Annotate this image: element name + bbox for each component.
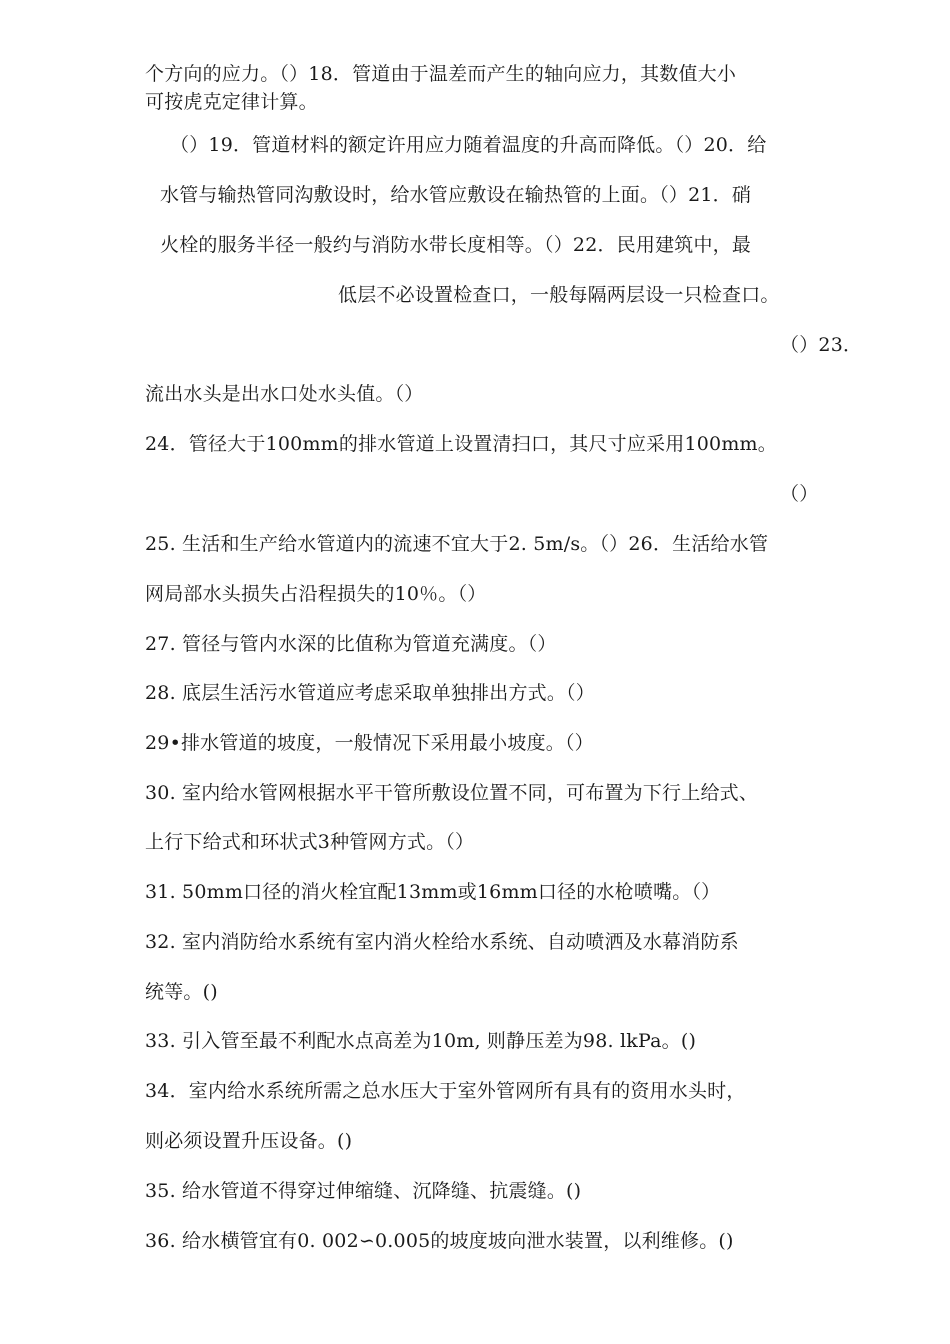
- text-line-8: 流出水头是出水口处水头值。（）: [145, 383, 424, 405]
- text-line-9: 24．管径大于100mm的排水管道上设置清扫口，其尺寸应采用100mm。: [145, 433, 777, 455]
- text-line-1: 个方向的应力。（）18．管道由于温差而产生的轴向应力，其数值大小: [145, 63, 737, 85]
- text-line-11: 25. 生活和生产给水管道内的流速不宜大于2. 5m/s。（）26．生活给水管: [145, 533, 769, 555]
- text-line-23: 则必须设置升压设备。(): [145, 1130, 353, 1152]
- text-line-20: 统等。(): [145, 981, 218, 1003]
- text-line-18: 31. 50mm口径的消火栓宜配13mm或16mm口径的水枪喷嘴。（）: [145, 881, 721, 903]
- text-line-3: （）19．管道材料的额定许用应力随着温度的升高而降低。（）20．给: [170, 134, 767, 156]
- text-line-15: 29•排水管道的坡度，一般情况下采用最小坡度。（）: [145, 732, 594, 754]
- text-line-17: 上行下给式和环状式3种管网方式。（）: [145, 831, 475, 853]
- text-line-21: 33. 引入管至最不利配水点高差为10m, 则静压差为98. lkPa。(): [145, 1030, 697, 1052]
- text-line-2: 可按虎克定律计算。: [145, 91, 318, 113]
- text-line-5: 火栓的服务半径一般约与消防水带长度相等。（）22．民用建筑中，最: [160, 234, 752, 256]
- text-line-12: 网局部水头损失占沿程损失的10％。（）: [145, 583, 487, 605]
- text-line-6: 低层不必设置检查口，一般每隔两层设一只检查口。: [338, 284, 780, 306]
- text-line-10: （）: [780, 483, 819, 505]
- text-line-7: （）23．: [780, 334, 863, 356]
- text-line-25: 36. 给水横管宜有0. 002∽0.005的坡度坡向泄水装置，以利维修。(): [145, 1230, 734, 1252]
- text-line-24: 35. 给水管道不得穿过伸缩缝、沉降缝、抗震缝。(): [145, 1180, 582, 1202]
- text-line-19: 32. 室内消防给水系统有室内消火栓给水系统、自动喷洒及水幕消防系: [145, 931, 739, 953]
- text-line-4: 水管与输热管同沟敷设时，给水管应敷设在输热管的上面。（）21．硝: [160, 184, 752, 206]
- text-line-14: 28. 底层生活污水管道应考虑采取单独排出方式。（）: [145, 682, 595, 704]
- text-line-13: 27. 管径与管内水深的比值称为管道充满度。（）: [145, 633, 557, 655]
- text-line-16: 30. 室内给水管网根据水平干管所敷设位置不同，可布置为下行上给式、: [145, 782, 759, 804]
- text-line-22: 34．室内给水系统所需之总水压大于室外管网所有具有的资用水头时，: [145, 1080, 746, 1102]
